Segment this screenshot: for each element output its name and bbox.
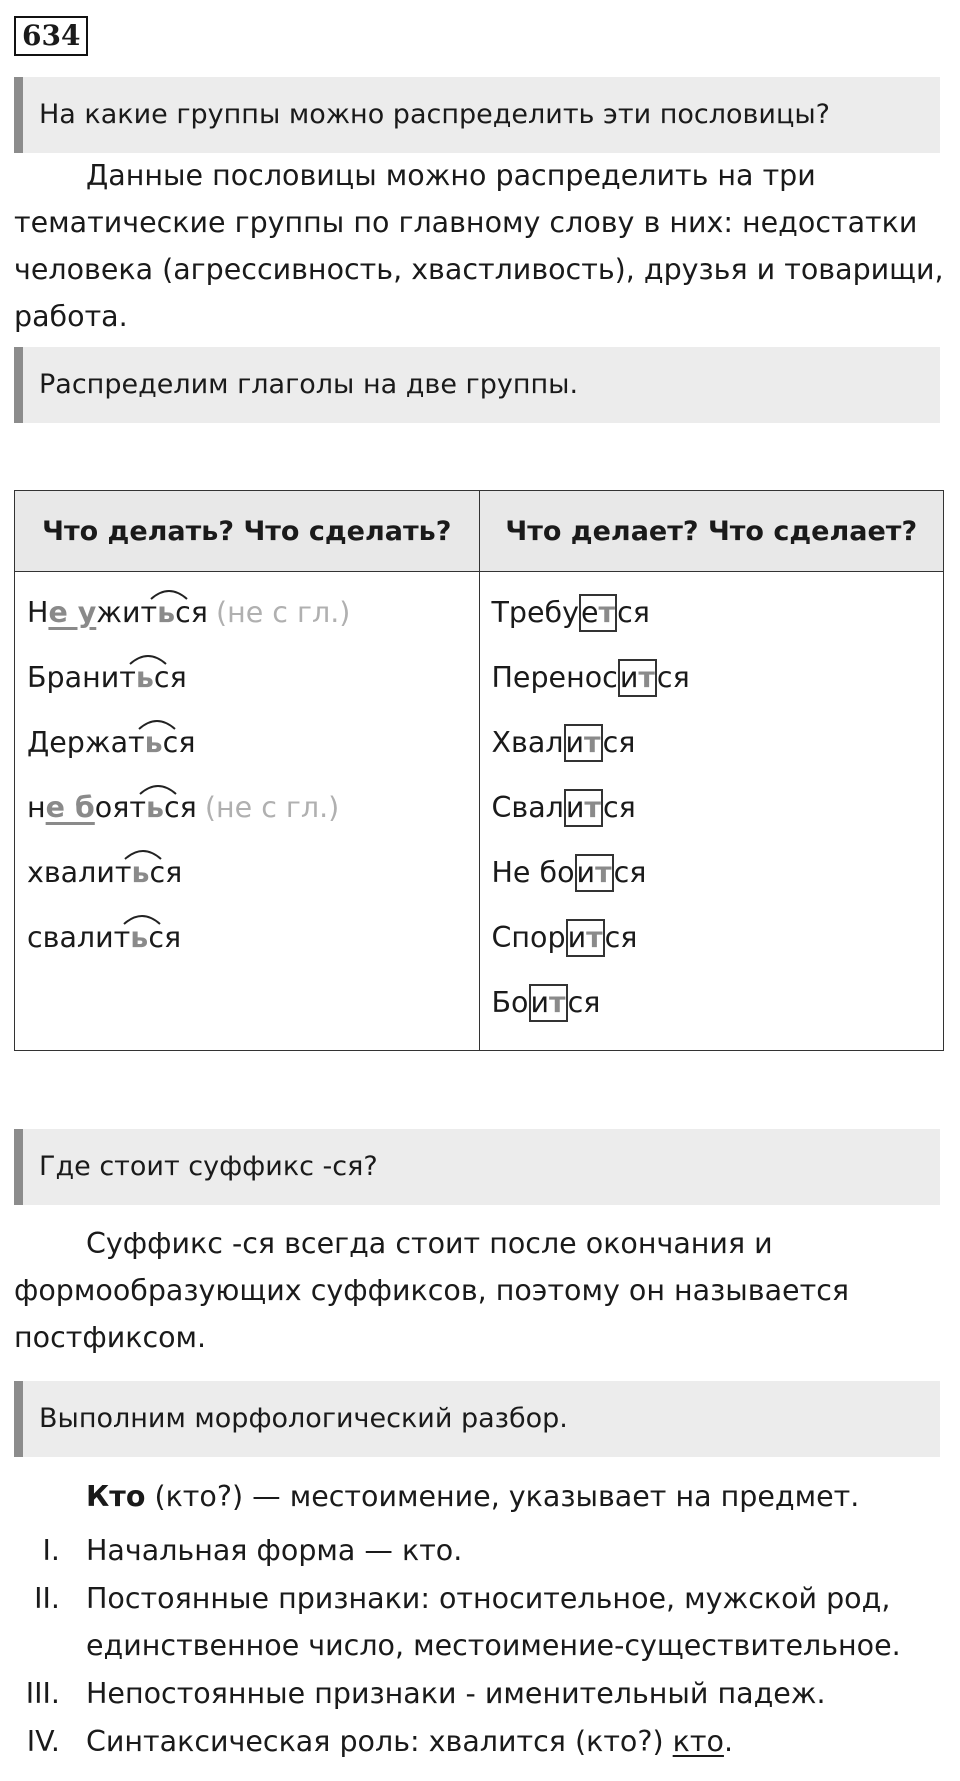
exercise-number: 634 (14, 16, 88, 56)
list-item (492, 850, 944, 915)
word-part: ся (656, 661, 690, 694)
suffix: ь (145, 720, 163, 766)
answer-groups: Данные пословицы можно распределить на три тематические группы по главному слову в них: недостатки человека (агрессивность, хвастливость), друзья и товарищи, работа. (14, 159, 944, 333)
list-item (492, 915, 944, 980)
word-part: свалит (27, 921, 131, 954)
list-item (27, 590, 479, 655)
word-part: Требу (491, 596, 579, 629)
suffix: ь (131, 850, 149, 896)
list-item (14, 1527, 954, 1574)
suffix-mark-icon (137, 716, 177, 730)
answer-suffix: Суффикс -ся всегда стоит после окончания и формообразующих суффиксов, поэтому он называется постфиксом. (14, 1227, 850, 1354)
list-item (27, 720, 479, 785)
list-item (14, 1575, 954, 1669)
word-part: Бранит (27, 661, 136, 694)
note: (не с гл.) (215, 596, 351, 629)
ending-box: ит (564, 724, 603, 762)
ending-box: ит (575, 854, 614, 892)
suffix-mark-icon (122, 911, 162, 925)
item-text: Начальная форма — кто. (86, 1534, 463, 1567)
item-number: IV. (26, 1725, 60, 1758)
word-part: хвалит (27, 856, 132, 889)
list-item (27, 850, 479, 915)
item-number: II. (34, 1582, 60, 1615)
prefix: е у (48, 596, 97, 629)
item-text: Синтаксическая роль: хвалится (кто?) (86, 1725, 673, 1758)
word-part: Перенос (491, 661, 618, 694)
list-item (27, 655, 479, 720)
word-part: Свал (491, 791, 564, 824)
question-verbs: Распределим глаголы на две группы. (14, 347, 940, 423)
word-part: ся (567, 986, 601, 1019)
suffix-mark-icon (138, 781, 178, 795)
question-groups: На какие группы можно распределить эти пословицы? (14, 77, 940, 153)
morph-list (14, 1527, 954, 1766)
suffix: ь (157, 590, 175, 636)
list-item (492, 980, 944, 1045)
ending-box: ет (579, 594, 617, 632)
suffix-mark-icon (149, 586, 189, 600)
morph-intro (14, 1473, 944, 1520)
word-part: ся (617, 596, 650, 629)
ending-box: ит (618, 659, 657, 697)
column-present (479, 572, 944, 1051)
word-part: ся (602, 791, 636, 824)
suffix: ь (136, 655, 154, 701)
word-part: ся (604, 921, 638, 954)
ending-box: ит (564, 789, 603, 827)
list-item (492, 785, 944, 850)
word-part: ся (149, 856, 183, 889)
ending-box: ит (566, 919, 605, 957)
suffix-mark-icon (123, 846, 163, 860)
word-part: ся (162, 726, 196, 759)
word-part: ся (148, 921, 182, 954)
word-part: ся (153, 661, 187, 694)
morph-definition: (кто?) — местоимение, указывает на предмет. (145, 1480, 860, 1513)
word-part: Не бо (491, 856, 575, 889)
list-item (27, 785, 479, 850)
item-text: Непостоянные признаки - именительный падеж. (86, 1677, 826, 1710)
item-text: . (723, 1725, 733, 1758)
list-item (492, 720, 944, 785)
subject-word: кто (672, 1725, 724, 1758)
header-present: Что делает? Что сделает? (479, 491, 944, 572)
note: (не с гл.) (204, 791, 340, 824)
suffix: ь (130, 915, 148, 961)
suffix-mark-icon (128, 651, 168, 665)
list-item (492, 655, 944, 720)
verb-table (14, 490, 944, 1051)
word-part: ся (613, 856, 647, 889)
list-item (14, 1670, 954, 1717)
item-text: Постоянные признаки: относительное, мужской род, единственное число, местоимение-существительное. (86, 1582, 901, 1662)
word-part: Держат (27, 726, 145, 759)
question-suffix: Где стоит суффикс -ся? (14, 1129, 940, 1205)
list-item (14, 1718, 954, 1765)
word-part: Спор (491, 921, 566, 954)
word-part: ся (175, 596, 208, 629)
morph-word: Кто (86, 1480, 146, 1513)
word-part: ся (602, 726, 636, 759)
list-item (27, 915, 479, 980)
word-part: оят (94, 791, 146, 824)
suffix: ь (146, 785, 164, 831)
word-part: н (27, 791, 46, 824)
word-part: Бо (491, 986, 529, 1019)
ending-box: ит (529, 984, 568, 1022)
header-infinitive: Что делать? Что сделать? (15, 491, 480, 572)
item-number: III. (25, 1677, 60, 1710)
list-item (492, 590, 944, 655)
word-part: жит (96, 596, 158, 629)
word-part: ся (164, 791, 197, 824)
item-number: I. (42, 1534, 60, 1567)
word-part: Хвал (491, 726, 564, 759)
prefix: е б (45, 791, 95, 824)
question-morph: Выполним морфологический разбор. (14, 1381, 940, 1457)
column-infinitive (15, 572, 480, 1051)
word-part: Н (27, 596, 49, 629)
